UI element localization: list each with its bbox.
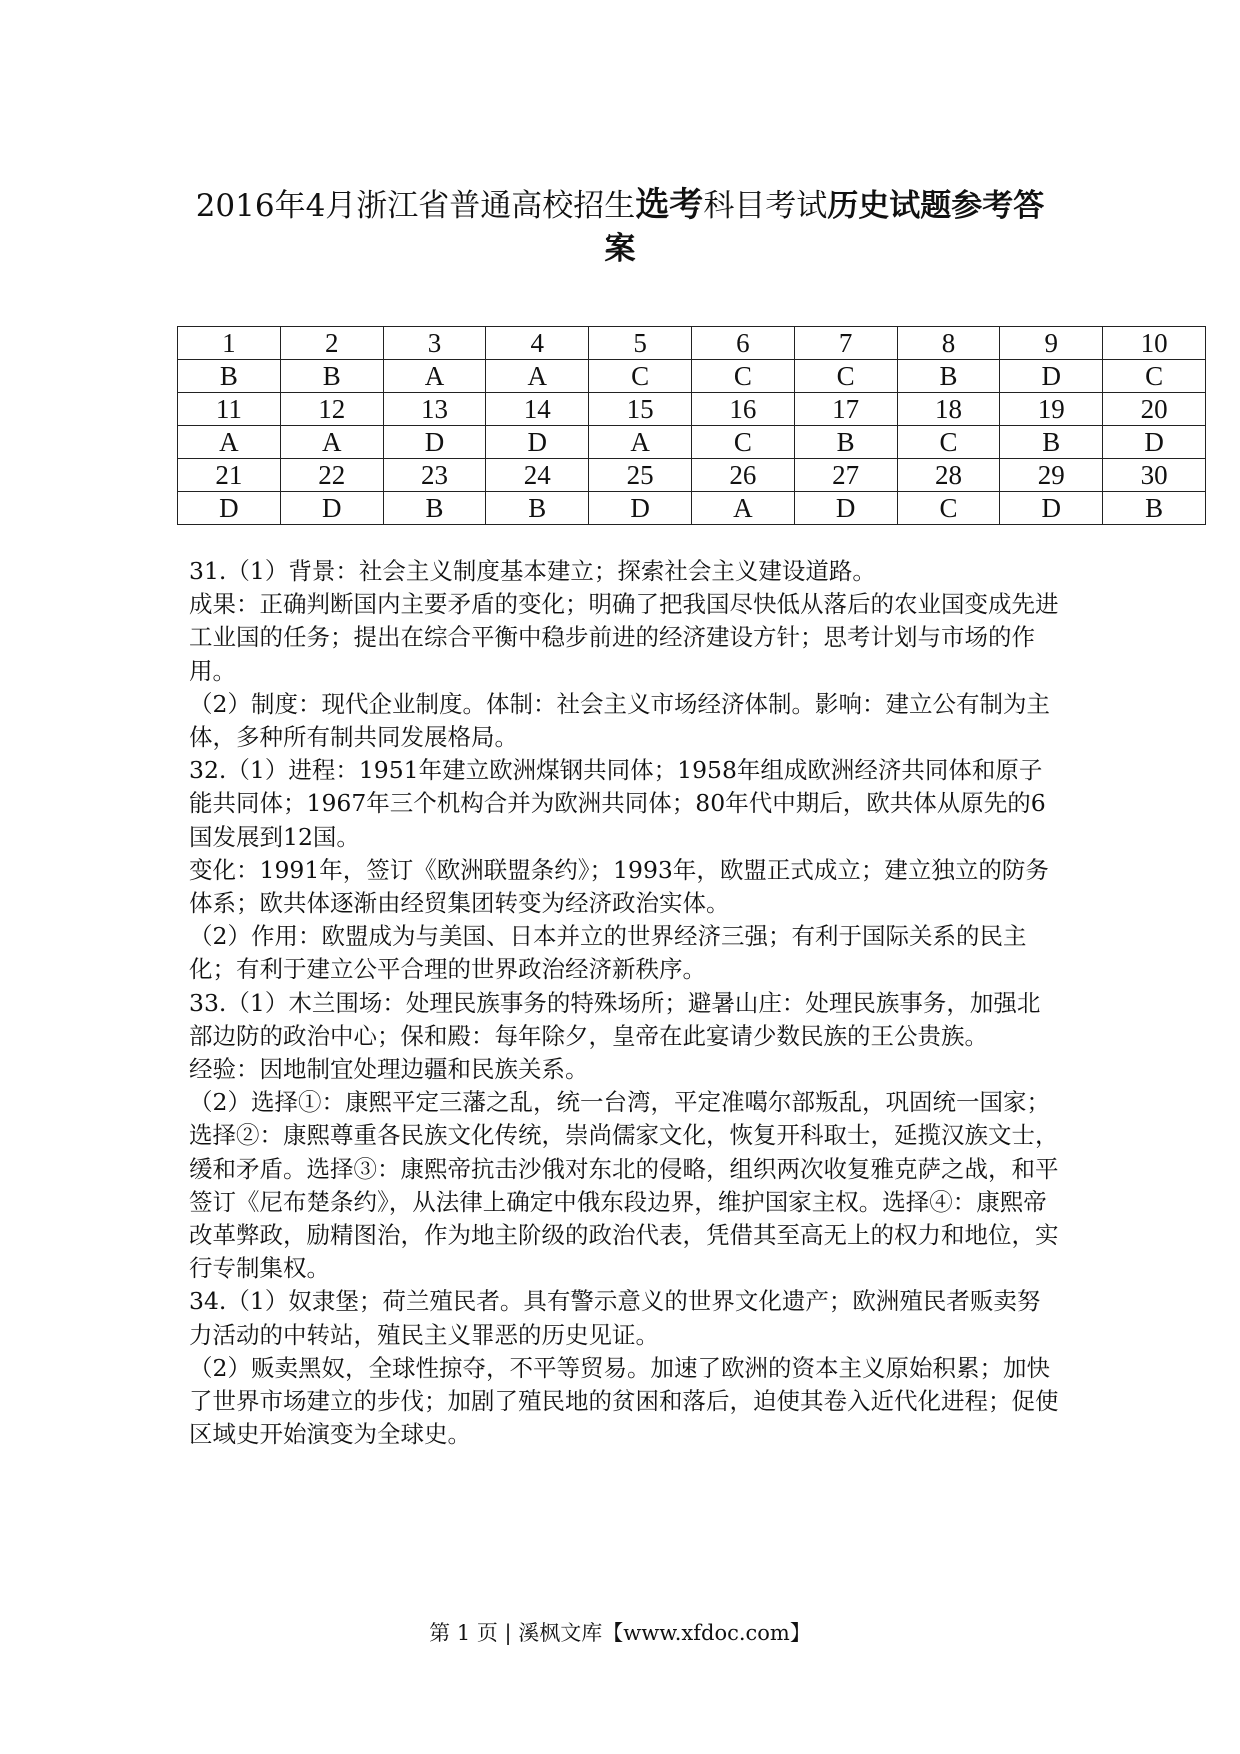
question-number-cell: 30 — [1103, 459, 1206, 492]
answer-cell: A — [383, 360, 486, 393]
question-number-cell: 7 — [794, 327, 897, 360]
answer-paragraph: 33.（1）木兰围场：处理民族事务的特殊场所；避暑山庄：处理民族事务，加强北部边防的政治中心；保和殿：每年除夕，皇帝在此宴请少数民族的王公贵族。 — [189, 988, 1041, 1050]
answer-row — [178, 426, 1206, 459]
question-number-row — [178, 327, 1206, 360]
answer-cell: A — [589, 426, 692, 459]
answer-cell: D — [486, 426, 589, 459]
question-number-cell: 16 — [691, 393, 794, 426]
question-number-cell: 3 — [383, 327, 486, 360]
answer-cell: B — [486, 492, 589, 525]
answer-cell: D — [1103, 426, 1206, 459]
answer-paragraph: 32.（1）进程：1951年建立欧洲煤钢共同体；1958年组成欧洲经济共同体和原子能共同体；1967年三个机构合并为欧洲共同体；80年代中期后，欧共体从原先的6国发展到12国。 — [189, 756, 1046, 851]
question-number-cell: 11 — [178, 393, 281, 426]
question-number-cell: 22 — [280, 459, 383, 492]
question-number-cell: 23 — [383, 459, 486, 492]
answer-cell: A — [691, 492, 794, 525]
answer-cell: C — [589, 360, 692, 393]
page-footer: 第 1 页 | 溪枫文库【www.xfdoc.com】 — [429, 1621, 811, 1645]
answer-cell: D — [794, 492, 897, 525]
question-number-cell: 18 — [897, 393, 1000, 426]
title-part-4: 历史试题参考答案 — [604, 188, 1045, 267]
answer-cell: C — [897, 426, 1000, 459]
question-number-cell: 12 — [280, 393, 383, 426]
answer-cell: A — [178, 426, 281, 459]
question-number-cell: 28 — [897, 459, 1000, 492]
question-number-cell: 10 — [1103, 327, 1206, 360]
answer-row — [178, 360, 1206, 393]
question-number-cell: 15 — [589, 393, 692, 426]
answer-paragraph: （2）选择①：康熙平定三藩之乱，统一台湾，平定准噶尔部叛乱，巩固统一国家；选择②：康熙尊重各民族文化传统，崇尚儒家文化，恢复开科取士，延揽汉族文士，缓和矛盾。选择③：康熙帝抗击沙俄对东北的侵略，组织两次收复雅克萨之战，和平签订《尼布楚条约》，从法律上确定中俄东段边界，维护国家主权。选择④：康熙帝改革弊政，励精图治，作为地主阶级的政治代表，凭借其至高无上的权力和地位，实行专制集权。 — [189, 1088, 1059, 1283]
answer-cell: C — [1103, 360, 1206, 393]
question-number-cell: 29 — [1000, 459, 1103, 492]
answer-cell: B — [1000, 426, 1103, 459]
question-number-cell: 21 — [178, 459, 281, 492]
answer-cell: D — [1000, 360, 1103, 393]
question-number-cell: 13 — [383, 393, 486, 426]
answer-paragraph: 成果：正确判断国内主要矛盾的变化；明确了把我国尽快低从落后的农业国变成先进工业国的任务；提出在综合平衡中稳步前进的经济建设方针；思考计划与市场的作用。 — [189, 590, 1059, 685]
answer-cell: D — [589, 492, 692, 525]
answer-cell: C — [691, 426, 794, 459]
answer-cell: D — [383, 426, 486, 459]
question-number-cell: 24 — [486, 459, 589, 492]
answer-cell: C — [897, 492, 1000, 525]
answer-cell: C — [691, 360, 794, 393]
answer-cell: D — [178, 492, 281, 525]
answer-paragraph: （2）作用：欧盟成为与美国、日本并立的世界经济三强；有利于国际关系的民主化；有利于建立公平合理的世界政治经济新秩序。 — [189, 922, 1027, 984]
answer-cell: B — [897, 360, 1000, 393]
answer-row — [178, 492, 1206, 525]
answer-paragraph: 经验：因地制宜处理边疆和民族关系。 — [189, 1055, 589, 1084]
answer-body — [189, 555, 1059, 1451]
answer-cell: A — [486, 360, 589, 393]
question-number-cell: 14 — [486, 393, 589, 426]
answer-cell: B — [1103, 492, 1206, 525]
question-number-cell: 25 — [589, 459, 692, 492]
question-number-cell: 19 — [1000, 393, 1103, 426]
answer-cell: D — [280, 492, 383, 525]
question-number-cell: 17 — [794, 393, 897, 426]
question-number-row — [178, 459, 1206, 492]
title-part-3: 科目考试 — [703, 188, 828, 224]
answer-paragraph: 变化：1991年，签订《欧洲联盟条约》；1993年，欧盟正式成立；建立独立的防务体系；欧共体逐渐由经贸集团转变为经济政治实体。 — [189, 855, 1049, 918]
question-number-row — [178, 393, 1206, 426]
question-number-cell: 6 — [691, 327, 794, 360]
answer-cell: C — [794, 360, 897, 393]
question-number-cell: 26 — [691, 459, 794, 492]
question-number-cell: 2 — [280, 327, 383, 360]
page-title — [190, 184, 1050, 271]
question-number-cell: 9 — [1000, 327, 1103, 360]
title-part-2: 选考 — [635, 185, 704, 225]
title-part-1: 2016年4月浙江省普通高校招生 — [195, 188, 636, 224]
answer-cell: B — [383, 492, 486, 525]
answer-paragraph: （2）制度：现代企业制度。体制：社会主义市场经济体制。影响：建立公有制为主体，多种所有制共同发展格局。 — [189, 689, 1050, 752]
answer-paragraph: 34.（1）奴隶堡；荷兰殖民者。具有警示意义的世界文化遗产；欧洲殖民者贩卖努力活动的中转站，殖民主义罪恶的历史见证。 — [189, 1287, 1041, 1349]
answer-cell: B — [280, 360, 383, 393]
question-number-cell: 5 — [589, 327, 692, 360]
answer-cell: A — [280, 426, 383, 459]
answer-cell: D — [1000, 492, 1103, 525]
question-number-cell: 4 — [486, 327, 589, 360]
answer-paragraph: （2）贩卖黑奴，全球性掠夺，不平等贸易。加速了欧洲的资本主义原始积累；加快了世界市场建立的步伐；加剧了殖民地的贫困和落后，迫使其卷入近代化进程；促使区域史开始演变为全球史。 — [189, 1353, 1059, 1449]
question-number-cell: 8 — [897, 327, 1000, 360]
question-number-cell: 27 — [794, 459, 897, 492]
question-number-cell: 1 — [178, 327, 281, 360]
answer-cell: B — [178, 360, 281, 393]
question-number-cell: 20 — [1103, 393, 1206, 426]
answer-table — [177, 326, 1206, 525]
answer-paragraph: 31.（1）背景：社会主义制度基本建立；探索社会主义建设道路。 — [189, 557, 876, 585]
answer-cell: B — [794, 426, 897, 459]
